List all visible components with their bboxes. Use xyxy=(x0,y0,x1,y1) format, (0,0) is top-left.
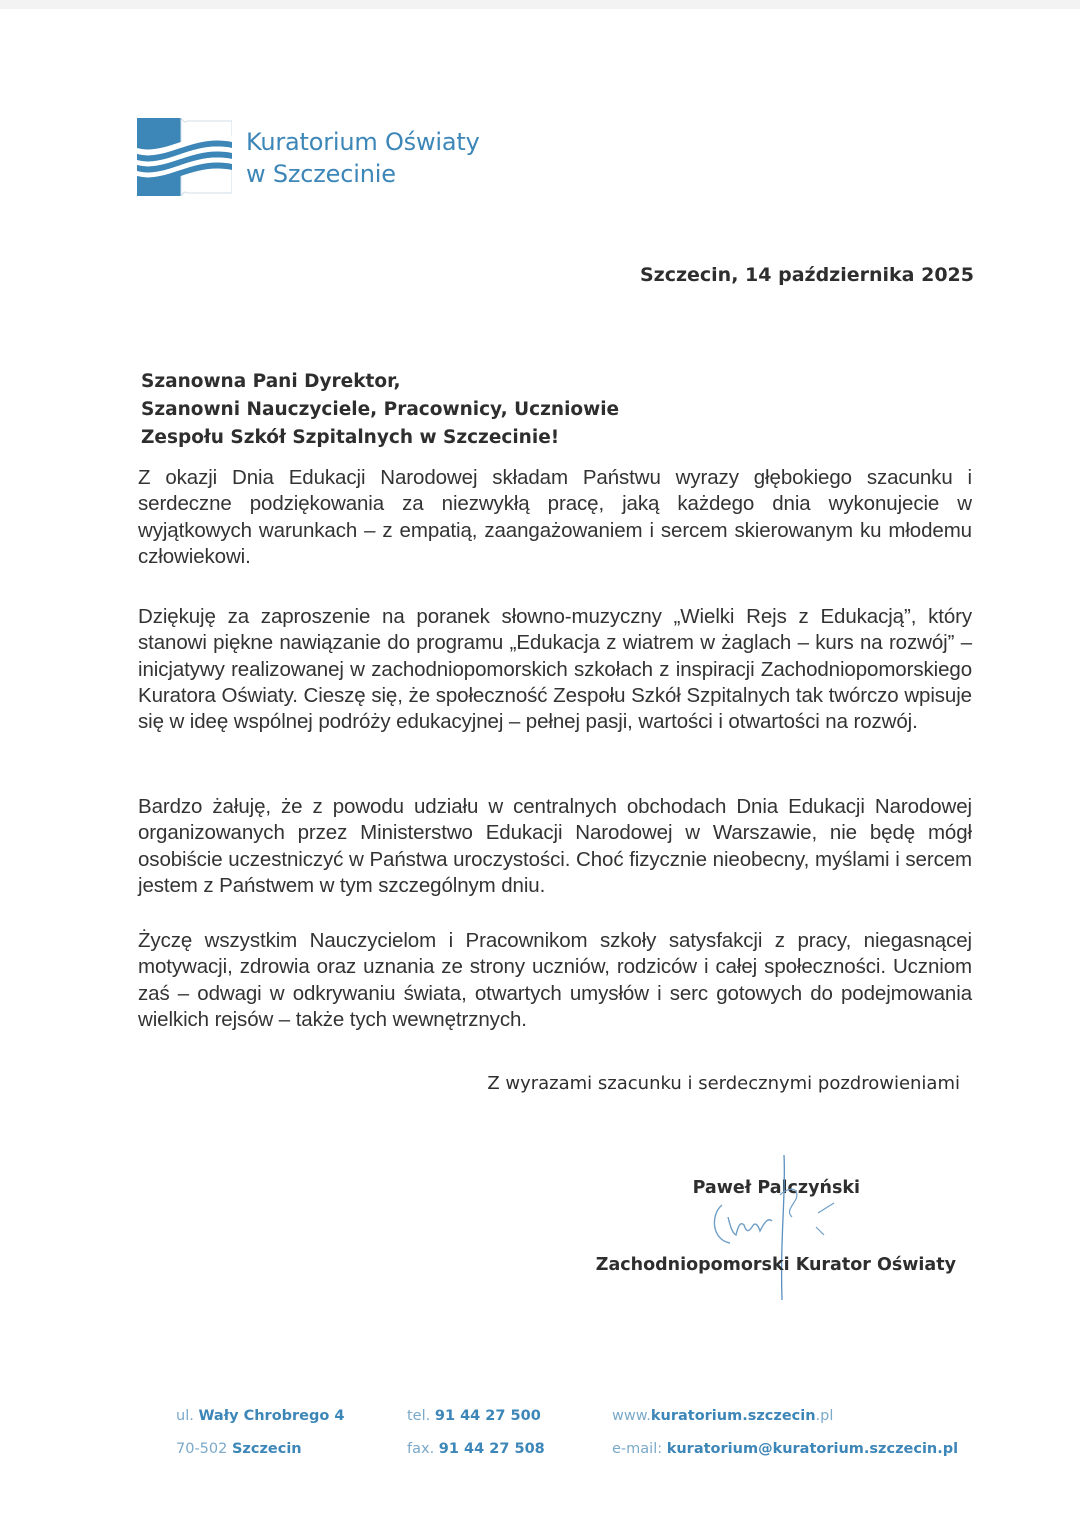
footer-city: 70-502 Szczecin xyxy=(176,1441,302,1457)
salutation-line: Szanowni Nauczyciele, Pracownicy, Uczniowie xyxy=(141,399,620,420)
footer-website-link[interactable]: www.kuratorium.szczecin.pl xyxy=(612,1408,834,1424)
signer-name: Paweł Palczyński xyxy=(692,1178,860,1198)
footer-contact xyxy=(612,1400,958,1466)
footer-phone xyxy=(407,1400,545,1466)
body-paragraph-4: Życzę wszystkim Nauczycielom i Pracownikom szkoły satysfakcji z pracy, niegasnącej motywacji, zdrowia oraz uznania ze strony uczniów, rodziców i całej społeczności. Uczniom zaś – odwagi w odkrywaniu świata, otwartych umysłów i serc gotowych do podejmowania wielkich rejsów – także tych wewnętrznych. xyxy=(138,929,972,1031)
logo-line-2: w Szczecinie xyxy=(246,160,396,188)
footer-fax: fax. 91 44 27 508 xyxy=(407,1441,545,1457)
footer-street: ul. Wały Chrobrego 4 xyxy=(176,1408,345,1424)
salutation-line: Szanowna Pani Dyrektor, xyxy=(141,371,401,392)
closing-phrase: Z wyrazami szacunku i serdecznymi pozdrowieniami xyxy=(487,1073,960,1094)
salutation xyxy=(141,368,619,452)
salutation-line: Zespołu Szkół Szpitalnych w Szczecinie! xyxy=(141,427,560,448)
email-link[interactable]: kuratorium@kuratorium.szczecin.pl xyxy=(666,1441,959,1457)
body-paragraph-1: Z okazji Dnia Edukacji Narodowej składam Państwu wyrazy głębokiego szacunku i serdeczne podziękowania za niezwykłą pracę, jaką każdego dnia wykonujecie w wyjątkowych warunkach – z empatią, zaangażowaniem i sercem skierowanym ku młodemu człowiekowi. xyxy=(138,466,972,568)
footer-address xyxy=(176,1400,345,1466)
body-paragraph-3: Bardzo żałuję, że z powodu udziału w centralnych obchodach Dnia Edukacji Narodowej organizowanych przez Ministerstwo Edukacji Narodowej w Warszawie, nie będę mógł osobiście uczestniczyć w Państwa uroczystości. Choć fizycznie nieobecny, myślami i sercem jestem z Państwem w tym szczególnym dniu. xyxy=(138,795,972,897)
fax-number: 91 44 27 508 xyxy=(438,1441,545,1457)
top-bar xyxy=(0,0,1080,9)
tel-number[interactable]: 91 44 27 500 xyxy=(434,1408,541,1424)
logo-text xyxy=(246,126,480,190)
city-name: Szczecin xyxy=(231,1441,302,1457)
footer-tel: tel. 91 44 27 500 xyxy=(407,1408,541,1424)
logo xyxy=(137,118,480,196)
waves-book-icon xyxy=(137,118,232,196)
logo-line-1: Kuratorium Oświaty xyxy=(246,128,480,156)
footer-email: e-mail: kuratorium@kuratorium.szczecin.pl xyxy=(612,1441,959,1457)
street-name: Wały Chrobrego 4 xyxy=(198,1408,345,1424)
handwritten-signature-icon xyxy=(700,1155,850,1300)
body-paragraph-2: Dziękuję za zaproszenie na poranek słowno-muzyczny „Wielki Rejs z Edukacją”, który stanowi piękne nawiązanie do programu „Edukacja z wiatrem w żaglach – kurs na rozwój” – inicjatywy realizowanej w zachodniopomorskich szkołach z inspiracji Zachodniopomorskiego Kuratora Oświaty. Cieszę się, że społeczność Zespołu Szkół Szpitalnych tak twórczo wpisuje się w ideę wspólnej podróży edukacyjnej – pełnej pasji, wartości i otwartości na rozwój. xyxy=(138,605,972,734)
signer-title: Zachodniopomorski Kurator Oświaty xyxy=(595,1255,956,1275)
letter-date: Szczecin, 14 października 2025 xyxy=(639,264,974,286)
